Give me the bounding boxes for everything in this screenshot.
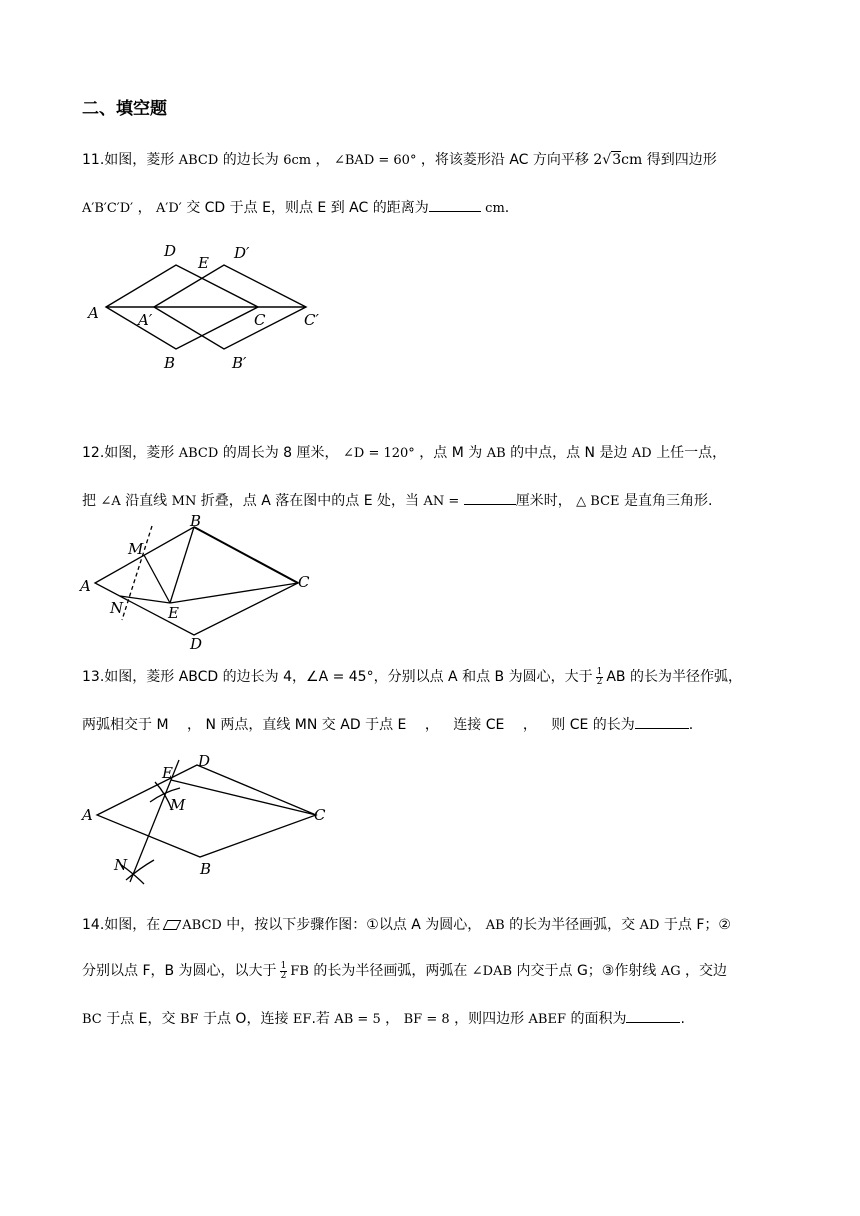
q14-text: 的长为半径画弧，两弧在 bbox=[313, 963, 468, 979]
q14-math: BF bbox=[179, 1012, 199, 1027]
q14-text: 内交于点 G；③作射线 bbox=[516, 963, 657, 979]
q12-math: MN bbox=[171, 494, 197, 509]
q11-figure bbox=[82, 236, 342, 372]
q13-text: 连接 CE bbox=[453, 717, 505, 733]
q12-text: 12.如图，菱形 bbox=[82, 445, 175, 461]
q12-text: 上任一点， bbox=[656, 445, 727, 461]
q12-text: 的周长为 8 厘米， bbox=[222, 445, 339, 461]
q14-math: ∠DAB bbox=[471, 964, 513, 979]
q11-text: ，将该菱形沿 AC 方向平移 bbox=[420, 152, 589, 168]
q11-math: A′B′C′D′ bbox=[82, 201, 134, 216]
segment-bc-bold bbox=[194, 527, 298, 583]
q12-math: AB bbox=[486, 446, 506, 461]
label-c: C bbox=[254, 311, 266, 329]
q14-math: FB bbox=[290, 964, 309, 979]
q12-math: AN = bbox=[423, 494, 460, 509]
q14-text: . bbox=[680, 1011, 685, 1027]
q14-math: EF bbox=[292, 1012, 312, 1027]
label-m: M bbox=[128, 540, 144, 558]
label-a-prime: A′ bbox=[138, 311, 153, 329]
q13-line-1 bbox=[82, 667, 742, 687]
label-c: C bbox=[298, 573, 310, 591]
q11-answer-blank[interactable] bbox=[429, 196, 481, 212]
label-b: B bbox=[200, 860, 212, 878]
q11-math: A′D′ bbox=[156, 201, 182, 216]
q14-math: BC bbox=[82, 1012, 102, 1027]
q11-math: ∠BAD = 60° bbox=[333, 153, 417, 168]
label-c-prime: C′ bbox=[304, 311, 319, 329]
q12-math: ABCD bbox=[178, 446, 219, 461]
q12-text: 沿直线 bbox=[125, 493, 168, 509]
q13-text: ， bbox=[424, 717, 439, 733]
q11-text: 11.如图，菱形 bbox=[82, 152, 175, 168]
q12-text: 把 bbox=[82, 493, 96, 509]
segment-ce bbox=[171, 780, 316, 815]
rhombus-abcd bbox=[97, 765, 316, 857]
q14-answer-blank[interactable] bbox=[626, 1007, 680, 1023]
label-b: B bbox=[190, 512, 202, 530]
q12-math: ∠A bbox=[100, 494, 121, 509]
q13-line-2 bbox=[82, 713, 693, 735]
section-title: 二、填空题 bbox=[82, 99, 167, 119]
q14-text: 于点 E，交 bbox=[106, 1011, 176, 1027]
label-d: D bbox=[164, 242, 177, 260]
q14-text: 分别以点 F，B 为圆心，以大于 bbox=[82, 963, 277, 979]
q14-math: ABCD bbox=[182, 918, 222, 933]
label-e: E bbox=[168, 604, 179, 622]
label-a: A bbox=[88, 304, 99, 322]
q14-text: ，交边 bbox=[685, 963, 728, 979]
label-b: B bbox=[164, 354, 176, 372]
q12-text: 厘米时， bbox=[515, 493, 572, 509]
q14-line-2 bbox=[82, 961, 727, 982]
q14-line-3 bbox=[82, 1007, 685, 1030]
q13-text: . bbox=[688, 717, 694, 733]
label-a: A bbox=[82, 806, 93, 824]
q14-text: 中，按以下步骤作图：①以点 A 为圆心， bbox=[226, 917, 482, 933]
q14-line-1 bbox=[82, 915, 731, 936]
label-d: D bbox=[198, 752, 211, 770]
label-e: E bbox=[198, 254, 209, 272]
q14-math: ABEF bbox=[528, 1012, 566, 1027]
q11-line-1 bbox=[82, 150, 717, 171]
q11-sqrt-expression: 2√3cm bbox=[593, 152, 643, 168]
q11-text: 交 CD 于点 E，则点 E 到 AC 的距离为 bbox=[186, 200, 429, 216]
q14-text: 于点 O，连接 bbox=[202, 1011, 289, 1027]
q13-text: ， bbox=[522, 717, 537, 733]
label-m: M bbox=[170, 796, 186, 814]
q11-text: . bbox=[504, 200, 510, 216]
q11-text: 的边长为 bbox=[222, 152, 279, 168]
label-n: N bbox=[114, 856, 128, 874]
q14-text: .若 bbox=[311, 1011, 330, 1027]
label-d: D bbox=[190, 635, 203, 653]
q14-math: AB = 5 bbox=[334, 1012, 381, 1027]
q11-text: ， bbox=[137, 200, 152, 216]
label-n: N bbox=[110, 599, 124, 617]
q11-math: cm bbox=[485, 201, 505, 216]
q12-text: 的中点，点 N 是边 bbox=[510, 445, 628, 461]
q14-math: AG bbox=[660, 964, 681, 979]
q12-text: 折叠，点 A 落在图中的点 E 处，当 bbox=[200, 493, 420, 509]
q14-fraction: $\frac{1}{2}$ bbox=[280, 960, 287, 981]
q11-text: ， bbox=[315, 152, 330, 168]
q12-line-1 bbox=[82, 443, 726, 464]
q12-text: 是直角三角形. bbox=[624, 493, 713, 509]
q12-answer-blank[interactable] bbox=[464, 489, 516, 505]
label-c: C bbox=[314, 806, 326, 824]
q12-math: AD bbox=[631, 446, 652, 461]
q14-text: 于点 F；② bbox=[663, 917, 731, 933]
q12-line-2 bbox=[82, 489, 712, 512]
q13-text: AB 的长为半径作弧， bbox=[606, 669, 742, 685]
parallelogram-icon bbox=[163, 920, 182, 930]
q12-math: ∠D = 120° bbox=[343, 446, 415, 461]
q14-math: AB bbox=[485, 918, 505, 933]
q13-text: 则 CE 的长为 bbox=[551, 717, 635, 733]
q11-text: 得到四边形 bbox=[646, 152, 717, 168]
q13-text: N 两点，直线 MN 交 AD 于点 E bbox=[205, 717, 407, 733]
q11-line-2 bbox=[82, 196, 509, 219]
segment-me bbox=[144, 555, 170, 603]
label-e: E bbox=[162, 764, 173, 782]
arc-lower-2 bbox=[126, 860, 154, 880]
q11-math: 6cm bbox=[283, 153, 312, 168]
q14-math: BF = 8 bbox=[403, 1012, 450, 1027]
q14-math: AD bbox=[639, 918, 660, 933]
q14-text: ， bbox=[385, 1011, 400, 1027]
q12-figure bbox=[80, 514, 320, 654]
q12-math: △ BCE bbox=[576, 494, 620, 509]
label-b-prime: B′ bbox=[232, 354, 247, 372]
q13-figure bbox=[80, 750, 340, 894]
q13-text: 两弧相交于 M bbox=[82, 717, 169, 733]
q13-text: ， bbox=[186, 717, 201, 733]
q14-text: 的面积为 bbox=[570, 1011, 627, 1027]
label-d-prime: D′ bbox=[234, 244, 250, 262]
label-a: A bbox=[80, 577, 91, 595]
q14-text: 14.如图，在 bbox=[82, 917, 161, 933]
q13-text: 13.如图，菱形 ABCD 的边长为 4，∠A = 45°，分别以点 A 和点 B 为圆心，大于 bbox=[82, 669, 593, 685]
q13-answer-blank[interactable] bbox=[635, 713, 689, 729]
q12-text: ，点 M 为 bbox=[419, 445, 483, 461]
rhombus-abcd bbox=[95, 527, 298, 635]
q13-fraction: $\frac{1}{2}$ bbox=[596, 666, 603, 687]
q14-text: 的长为半径画弧，交 bbox=[509, 917, 636, 933]
q14-text: ，则四边形 bbox=[454, 1011, 525, 1027]
q11-math: ABCD bbox=[178, 153, 219, 168]
